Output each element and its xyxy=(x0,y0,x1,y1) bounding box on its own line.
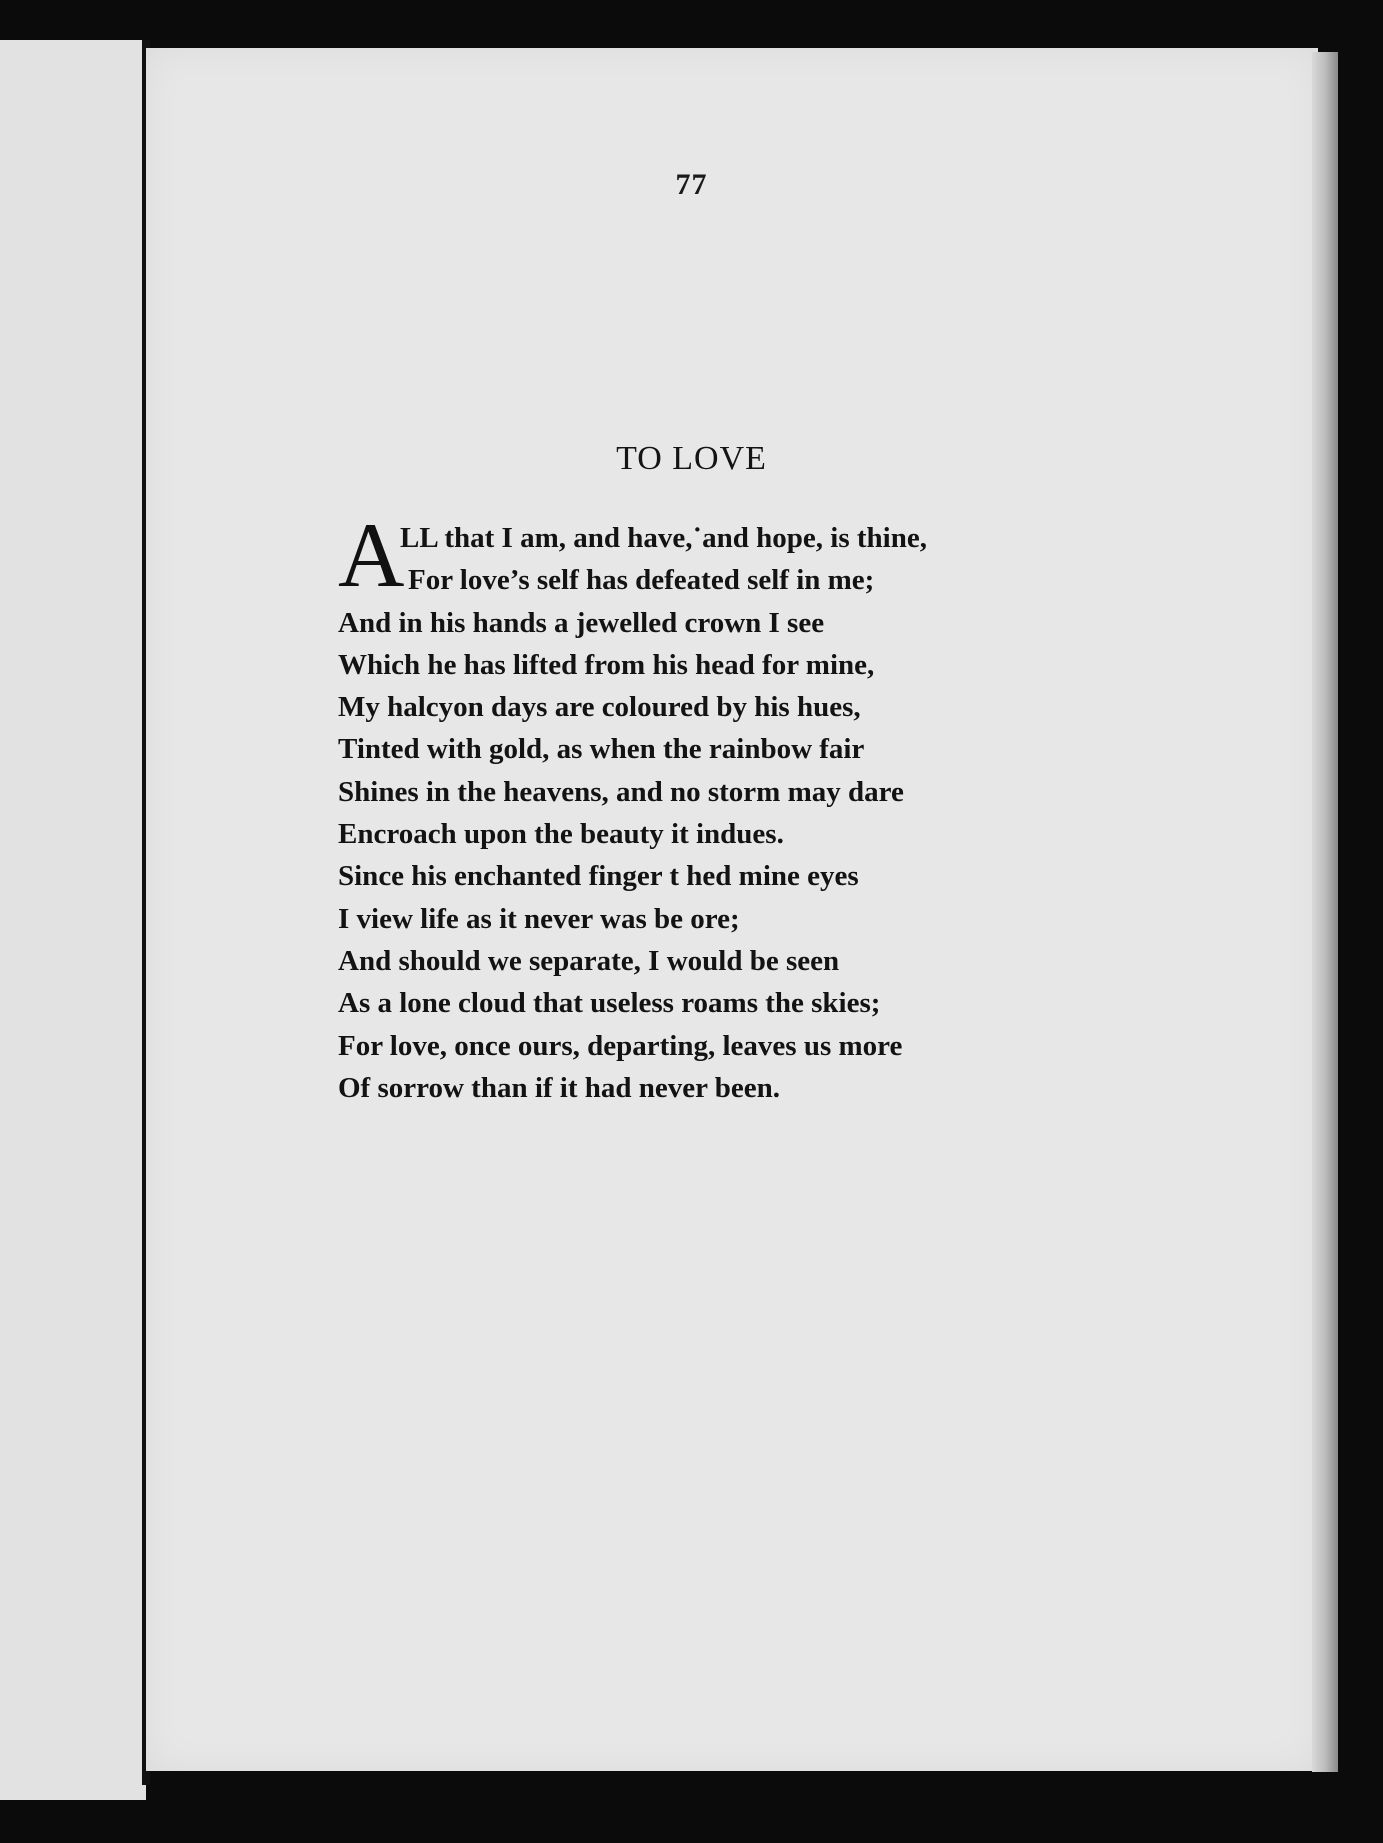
poem-line-1: LL that I am, and have,˙and hope, is thine, xyxy=(400,522,927,554)
poem-body xyxy=(338,517,1038,1109)
poem-line-9: Since his enchanted finger t hed mine eyes xyxy=(338,860,859,893)
page-edge-right xyxy=(1312,52,1338,1772)
poem-line-2: For love’s self has defeated self in me; xyxy=(408,564,875,597)
facing-page-edge xyxy=(0,40,146,1800)
poem-line-12: As a lone cloud that useless roams the skies; xyxy=(338,987,881,1020)
poem-line-11: And should we separate, I would be seen xyxy=(338,944,840,977)
poem-line-6: Tinted with gold, as when the rainbow fair xyxy=(338,733,865,766)
drop-cap: A xyxy=(338,504,405,606)
poem-title: TO LOVE xyxy=(616,440,767,477)
page-number: 77 xyxy=(675,168,708,201)
poem-line-5: My halcyon days are coloured by his hues, xyxy=(338,691,861,724)
poem-line-8: Encroach upon the beauty it indues. xyxy=(338,818,784,851)
poem-line-13: For love, once ours, departing, leaves us more xyxy=(338,1029,903,1062)
poem-line-10: I view life as it never was be ore; xyxy=(338,902,740,935)
poem-line-4: Which he has lifted from his head for mine, xyxy=(338,648,875,681)
poem-line-14: Of sorrow than if it had never been. xyxy=(338,1071,780,1104)
poem-line-7: Shines in the heavens, and no storm may dare xyxy=(338,775,904,808)
poem-line-3: And in his hands a jewelled crown I see xyxy=(338,606,825,639)
